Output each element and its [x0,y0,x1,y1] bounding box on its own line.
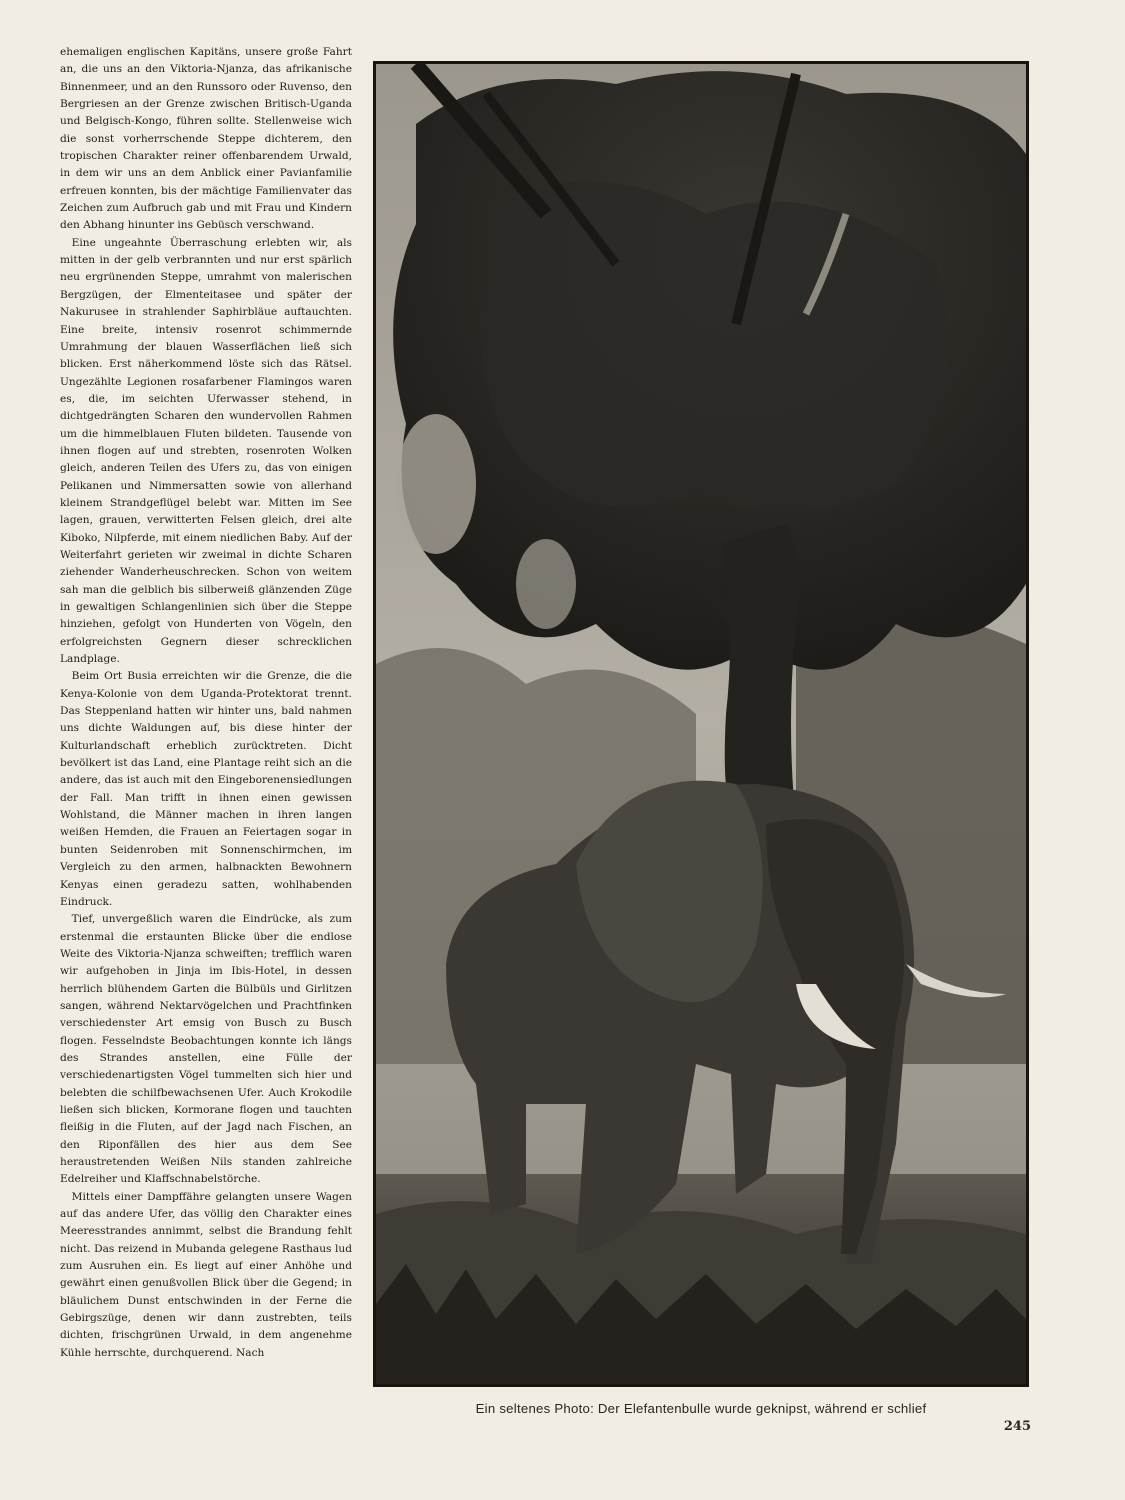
page-number: 245 [1003,1419,1031,1434]
article-paragraph-4: Tief, unvergeßlich waren die Eindrücke, als zum erstenmal die erstaunten Blicke über die endlose Weite des Viktoria-Njanza schweiften; trefflich waren wir aufgehoben in Jinja im Ibis-Hotel, in dessen herrlich blühendem Garten die Bülbüls und Girlitzen sangen, während Nektarvögelchen und Prachtfinken verschiedenster Art emsig von Busch zu Busch flogen. Fesselndste Beobachtungen konnte ich längs des Strandes anstellen, eine Fülle der verschiedenartigsten Vögel tummelten sich hier und belebten die schilfbewachsenen Ufer. Auch Krokodile ließen sich blicken, Kormorane flogen und tauchten fleißig in die Fluten, auf der Jagd nach Fischen, an den Riponfällen des hier aus dem See heraustretenden Weißen Nils standen zahlreiche Edelreiher und Klaffschnabelstörche. [60,913,352,1186]
article-paragraph-3: Beim Ort Busia erreichten wir die Grenze, die die Kenya-Kolonie von dem Uganda-Protektorat trennt. Das Steppenland hatten wir hinter uns, bald nahmen uns dichte Waldungen auf, bis diese hinter der Kulturlandschaft erheblich zurücktreten. Dicht bevölkert ist das Land, eine Plantage reiht sich an die andere, das ist auch mit den Eingeborenensiedlungen der Fall. Man trifft in ihnen einen gewissen Wohlstand, die Männer machen in ihren langen weißen Hemden, die Frauen an Feiertagen sogar in bunten Seidenroben mit Sonnenschirmchen, im Vergleich zu den armen, halbnackten Bewohnern Kenyas einen geradezu satten, wohlhabenden Eindruck. [60,670,352,908]
article-paragraph-2: Eine ungeahnte Überraschung erlebten wir, als mitten in der gelb verbrannten und nur erst spärlich neu ergrünenden Steppe, umrahmt von malerischen Bergzügen, der Elmenteitasee und später der Nakurusee in strahlender Saphirbläue auftauchten. Eine breite, intensiv rosenrot schimmernde Umrahmung der blauen Wasserflächen ließ sich blicken. Erst näherkommend löste sich das Rätsel. Ungezählte Legionen rosafarbener Flamingos waren es, die, im seichten Uferwasser stehend, in dichtgedrängten Scharen den wundervollen Rahmen um die himmelblauen Fluten bildeten. Tausende von ihnen flogen auf und strebten, rosenroten Wolken gleich, anderen Teilen des Ufers zu, das von einigen Pelikanen und Nimmersatten sowie von allerhand kleinem Strandgeflügel belebt war. Mitten im See lagen, grauen, verwitterten Felsen gleich, drei alte Kiboko, Nilpferde, mit einem niedlichen Baby. Auf der Weiterfahrt gerieten wir zweimal in dichte Scharen ziehender Wanderheuschrecken. Schon von weitem sah man die gelblich bis silberweiß glänzenden Züge in gewaltigen Schlangenlinien sich über die Steppe hinziehen, gefolgt von Hunderten von Vögeln, den erfolgreichsten Gegnern dieser schrecklichen Landplage. [60,236,352,666]
article-paragraph-1: ehemaligen englischen Kapitäns, unsere große Fahrt an, die uns an den Viktoria-Njanza, das afrikanische Binnenmeer, und an den Runssoro oder Ruvenso, den Bergriesen an der Grenze zwischen Britisch-Uganda und Belgisch-Kongo, führen sollte. Stellenweise wich die sonst vorherrschende Steppe dichterem, den tropischen Charakter reiner offenbarendem Urwald, in dem wir uns an dem Anblick einer Pavianfamilie erfreuen konnten, bis der mächtige Familienvater das Zeichen zum Aufbruch gab und mit Frau und Kindern den Abhang hinunter ins Gebüsch verschwand. [60,46,352,232]
elephant-photo-illustration [376,64,1026,1384]
elephant-photo [373,61,1029,1387]
article-paragraph-5: Mittels einer Dampffähre gelangten unsere Wagen auf das andere Ufer, das völlig den Charakter eines Meeresstrandes annimmt, selbst die Brandung fehlt nicht. Das reizend in Mubanda gelegene Rasthaus lud zum Ausruhen ein. Es liegt auf einer Anhöhe und gewährt einen genußvollen Blick über die Gegend; in bläulichem Dunst entschwinden in der Ferne die Gebirgszüge, denen wir dann zustrebten, teils dichten, frischgrünen Urwald, in dem angenehme Kühle herrschte, durchquerend. Nach [60,1190,352,1359]
photo-caption: Ein seltenes Photo: Der Elefantenbulle wurde geknipst, während er schlief [475,1401,927,1416]
article-text-column [60,44,352,1362]
